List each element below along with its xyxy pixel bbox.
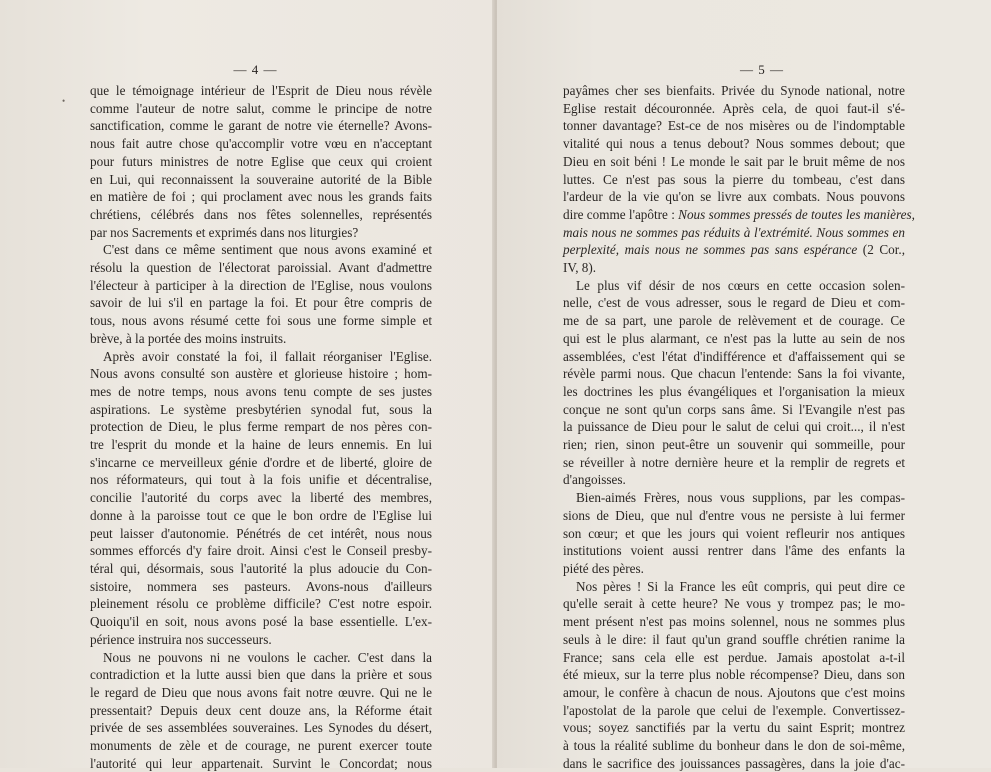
text-line: téral qui, désormais, sous l'autorité la plus adoucie du Con- — [90, 560, 432, 576]
text-line: que le témoignage intérieur de l'Esprit de Dieu nous révèle — [90, 83, 432, 98]
text-line: rien; rien, sinon peut-être un souvenir qui sommeille, pour — [563, 437, 905, 453]
text-line: Bien-aimés Frères, nous vous supplions, par les compas- — [576, 490, 905, 506]
text-line: s'incarne ce merveilleux génie d'ordre et de liberté, gloire de — [90, 454, 432, 470]
text-line: son cœur; et que les jours qui voient refleurir nos antiques — [563, 525, 905, 541]
text-line: par nos Sacrements et exprimés dans nos liturgies? — [90, 224, 359, 240]
text-line: tre l'esprit du monde et la haine de leurs ennemis. En lui — [90, 437, 432, 453]
text-line: nelle, c'est de vous adresser, sous le regard de Dieu et com- — [563, 295, 905, 311]
text-line: tous, nous avons résumé cette foi sous une forme simple et — [90, 313, 432, 329]
text-line: tonner davantage? Est-ce de nos misères ou de l'indomptable — [563, 118, 905, 134]
text-line: révèle parmi nous. Que chacun l'entende: Sans la foi vivante, — [563, 366, 905, 382]
text-line: IV, 8). — [563, 260, 597, 276]
text-line: institutions voient aussi rentrer dans l'âme des enfants la — [563, 543, 905, 559]
text-line: périence instruira nos successeurs. — [90, 631, 272, 647]
text-line: piété des pères. — [563, 560, 644, 576]
text-line: à tous la réalité sublime du bonheur dans le don de soi-même, — [563, 738, 905, 754]
text-line: peut laisser d'autonomie. Pénétrés de cet intérêt, nous nous — [90, 525, 432, 541]
text-line: d'angoisses. — [563, 472, 626, 488]
text-line: en matière de foi ; qui proclament avec nous les grands faits — [90, 189, 432, 205]
text-line: en Lui, qui reconnaissent la souveraine autorité de la Bible — [90, 171, 432, 187]
text-line: seuls à le dire: il faut qu'un grand souffle chrétien ranime la — [563, 631, 905, 647]
text-line: l'ardeur de la vie qu'on se livre aux combats. Nous pouvons — [563, 189, 905, 205]
text-line: vitalité qui nous a tenus debout? Nous sommes debout; que — [563, 136, 905, 152]
margin-mark: • — [62, 96, 66, 106]
text-line: dire comme l'apôtre : Nous sommes pressés de toutes les manières, — [563, 206, 915, 222]
left-page — [0, 0, 495, 771]
text-line: nos réformateurs, qui tout à la fois unifie et décentralise, — [90, 472, 432, 488]
text-line: sommes efforcés d'y faire droit. Ainsi c'est le Conseil presby- — [90, 543, 432, 559]
text-line: pressentait? Depuis deux cent douze ans, la Réforme était — [90, 702, 432, 718]
text-line: privée de ses assemblées souveraines. Les Synodes du désert, — [90, 720, 432, 736]
text-line: comme l'auteur de notre salut, comme le principe de notre — [90, 100, 432, 116]
text-line: qu'elle serait à cette heure? Ne vous y trompez pas; le mo- — [563, 596, 905, 612]
text-line: résolu la question de l'électorat paroissial. Avant d'admettre — [90, 260, 432, 276]
text-line: la puissance de Dieu pour le salut de celui qui croit..., il n'est — [563, 419, 905, 435]
text-line: Nous ne pouvons ni ne voulons le cacher. C'est dans la — [103, 649, 432, 665]
text-line: pour futurs ministres de notre Eglise que ceux qui croient — [90, 153, 432, 169]
right-page-text — [563, 82, 915, 772]
page-number-left: — 4 — — [233, 62, 278, 77]
text-line: amour, le confère à chacun de nous. Ajoutons que c'est moins — [563, 684, 905, 700]
text-line: savoir de lui s'il en partage la foi. Et pour être compris de — [90, 295, 432, 311]
text-line: se réveiller à notre dernière heure et la remplir de regrets et — [563, 454, 905, 470]
text-line: Après avoir constaté la foi, il fallait réorganiser l'Eglise. — [103, 348, 432, 364]
text-line: assemblées, c'est l'état d'indifférence et d'affaissement qui se — [563, 348, 905, 364]
text-line: qui est le plus alarmant, ce n'est pas la lutte au sein de nos — [563, 330, 905, 346]
text-line: Le plus vif désir de nos cœurs en cette occasion solen- — [576, 277, 905, 293]
text-line: nous fait autre chose qu'accomplir votre vœu en n'acceptant — [90, 136, 432, 152]
text-line: luttes. Ce n'est pas sous la pierre du tombeau, c'est dans — [563, 171, 905, 187]
text-line: été mieux, sur la terre plus noble récompense? Dieu, dans son — [563, 667, 905, 683]
text-line: donne à la paroisse tout ce que le bon ordre de l'Eglise lui — [90, 507, 432, 523]
text-line: brève, à la portée des moins instruits. — [90, 330, 287, 346]
text-line: me de sa part, une parole de relèvement et de courage. Ce — [563, 313, 905, 329]
text-line: concilie l'autorité du corps avec la liberté des membres, — [90, 490, 432, 506]
text-line: contradiction et la lutte aussi bien que dans la prière et sous — [90, 667, 432, 683]
text-line: dans le sacrifice des jouissances passagères, dans la joie d'ac- — [563, 755, 905, 771]
text-line: mes de notre temps, nous avons tenu compte de ses justes — [90, 383, 432, 399]
text-line: France; sans cela elle est perdue. Jamais apostolat a-t-il — [563, 649, 905, 665]
text-line: sistoire, nommera ses pasteurs. Avons-nous d'ailleurs — [90, 578, 432, 594]
text-line: C'est dans ce même sentiment que nous avons examiné et — [103, 242, 432, 258]
text-line: Nous avons consulté son austère et glorieuse histoire ; hom- — [90, 366, 432, 382]
text-line: aspirations. Le système presbytérien synodal fut, sous la — [90, 401, 432, 417]
text-line: pleinement résolu ce problème difficile? C'est notre espoir. — [90, 596, 432, 612]
text-line: monuments de zèle et de courage, ne purent exercer toute — [90, 738, 432, 754]
text-line: Nos pères ! Si la France les eût compris, qui peut dire ce — [576, 578, 905, 594]
text-line: sanctification, comme le garant de notre vie éternelle? Avons- — [90, 118, 432, 134]
text-line: l'autorité qui leur appartenait. Survint le Concordat; nous — [90, 755, 432, 771]
text-line: le regard de Dieu que nous avons fait notre œuvre. Qui ne le — [90, 684, 432, 700]
text-line: l'apostolat de la parole que celui de l'exemple. Convertissez- — [563, 702, 905, 718]
text-line: Dieu en soit béni ! Le monde le sait par le bruit même de nos — [563, 153, 905, 169]
text-line: Quoiqu'il en soit, nous avons posé la base essentielle. L'ex- — [90, 614, 432, 630]
left-page-text — [90, 82, 432, 772]
page-number-right: — 5 — — [740, 62, 784, 77]
text-line: mais nous ne sommes pas réduits à l'extrémité. Nous sommes en — [563, 224, 905, 240]
right-page — [497, 0, 991, 771]
text-line: chrétiens, célébrés dans nos fêtes solennelles, représentés — [90, 206, 432, 222]
text-line: protection de Dieu, le plus ferme rempart de nos pères con- — [90, 419, 432, 435]
text-line: payâmes cher ses bienfaits. Privée du Synode national, notre — [563, 83, 905, 98]
text-line: sions de Dieu, que nul d'entre vous ne persiste à lui fermer — [563, 507, 905, 523]
text-line: conçue ne sont qu'un corps sans âme. Si l'Evangile n'est pas — [563, 401, 905, 417]
text-line: les doctrines les plus évangéliques et l'organisation la mieux — [563, 383, 905, 399]
text-line: l'électeur à participer à la direction de l'Eglise, nous voulons — [90, 277, 432, 293]
text-line: vous; soyez sanctifiés par la vertu du saint Esprit; montrez — [563, 720, 905, 736]
text-line: ment présent n'est pas moins solennel, nous ne sommes plus — [563, 614, 905, 630]
text-line: Eglise restait découronnée. Après cela, de quoi faut-il s'é- — [563, 100, 905, 116]
text-line: perplexité, mais nous ne sommes pas sans espérance (2 Cor., — [563, 242, 905, 258]
